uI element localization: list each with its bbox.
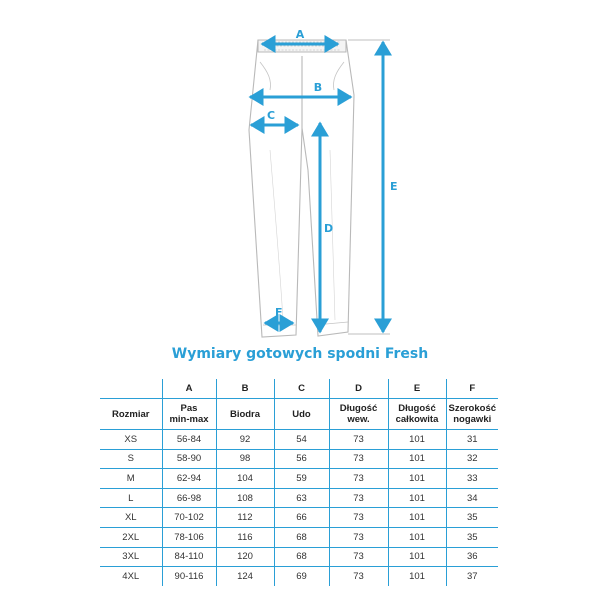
measurement-cell: 59 [274,469,329,489]
measurement-cell: 101 [388,488,446,508]
column-letter: E [388,379,446,399]
column-header: Udo [274,399,329,430]
measurement-cell: 73 [329,547,388,567]
label-f: F [275,306,283,319]
measurement-cell: 73 [329,430,388,450]
measurement-cell: 68 [274,547,329,567]
table-row [100,488,498,508]
measurement-cell: 63 [274,488,329,508]
column-letter [100,379,162,399]
label-b: B [313,81,323,94]
measurement-cell: 101 [388,430,446,450]
table-row [100,469,498,489]
measurement-cell: 37 [466,570,478,582]
measurement-cell: 62-94 [162,469,216,489]
measurement-cell: 66-98 [162,488,216,508]
measurement-cell: 120 [216,547,274,567]
measurement-cell: 35 [446,508,498,528]
measurement-cell: 116 [216,527,274,547]
size-cell: S [100,449,162,469]
measurement-cell: 73 [329,508,388,528]
table-row [100,527,498,547]
size-cell: M [100,469,162,489]
measurement-cell: 54 [274,430,329,450]
column-letter: F [446,379,498,399]
column-header: Pas min-max [162,399,216,430]
measurement-cell: 32 [446,449,498,469]
measurement-cell: 58-90 [162,449,216,469]
measurement-cell: 56-84 [162,430,216,450]
column-letter: A [162,379,216,399]
label-d: D [324,222,334,235]
label-c: C [266,109,276,122]
measurement-cell: 56 [274,449,329,469]
size-cell: L [100,488,162,508]
measurement-cell: 101 [388,567,446,586]
table-row [100,449,498,469]
label-a: A [295,28,305,41]
column-header: Długość wew. [329,399,388,430]
measurement-cell: 84-110 [162,547,216,567]
table-row [100,508,498,528]
measurement-cell: 36 [446,547,498,567]
trousers-illustration [249,40,354,337]
measurement-cell: 108 [216,488,274,508]
measurement-cell: 98 [216,449,274,469]
size-cell: 2XL [100,527,162,547]
measurement-cell: 101 [388,508,446,528]
size-cell: 3XL [100,547,162,567]
measurement-cell: 69 [274,567,329,586]
measurement-cell: 101 [388,469,446,489]
measurement-cell: 66 [274,508,329,528]
measurement-cell: 35 [446,527,498,547]
size-cell: 4XL [100,567,162,586]
measurement-cell: 78-106 [162,527,216,547]
size-cell: XS [100,430,162,450]
measurement-cell: 33 [446,469,498,489]
measurement-cell: 68 [274,527,329,547]
table-letter-row [100,379,498,399]
column-header: Biodra [216,399,274,430]
column-header: Długość całkowita [388,399,446,430]
measurement-cell: 101 [388,547,446,567]
column-header: Rozmiar [100,399,162,430]
table-row [100,547,498,567]
measurement-cell: 101 [388,449,446,469]
measurement-cell: 73 [329,469,388,489]
measurement-cell: 34 [446,488,498,508]
measurement-cell: 92 [216,430,274,450]
measurement-cell: 73 [329,567,388,586]
column-header: Szerokość nogawki [446,399,498,430]
measurement-cell: 90-116 [162,567,216,586]
label-e: E [390,180,398,193]
table-row [100,430,498,450]
column-letter: B [216,379,274,399]
column-letter: C [274,379,329,399]
measurement-cell: 101 [388,527,446,547]
column-letter: D [329,379,388,399]
size-table [100,379,498,586]
measurement-cell: 104 [216,469,274,489]
size-cell: XL [100,508,162,528]
measurement-cell: 73 [329,488,388,508]
table-row [100,567,498,586]
table-body [100,430,498,586]
page-title: Wymiary gotowych spodni Fresh [171,346,429,362]
measurement-cell: 70-102 [162,508,216,528]
measurement-cell: 31 [446,430,498,450]
measurement-cell: 73 [329,527,388,547]
measurement-cell: 73 [329,449,388,469]
table-header-row [100,399,498,430]
measurement-cell: 124 [216,567,274,586]
measurement-cell: 112 [216,508,274,528]
